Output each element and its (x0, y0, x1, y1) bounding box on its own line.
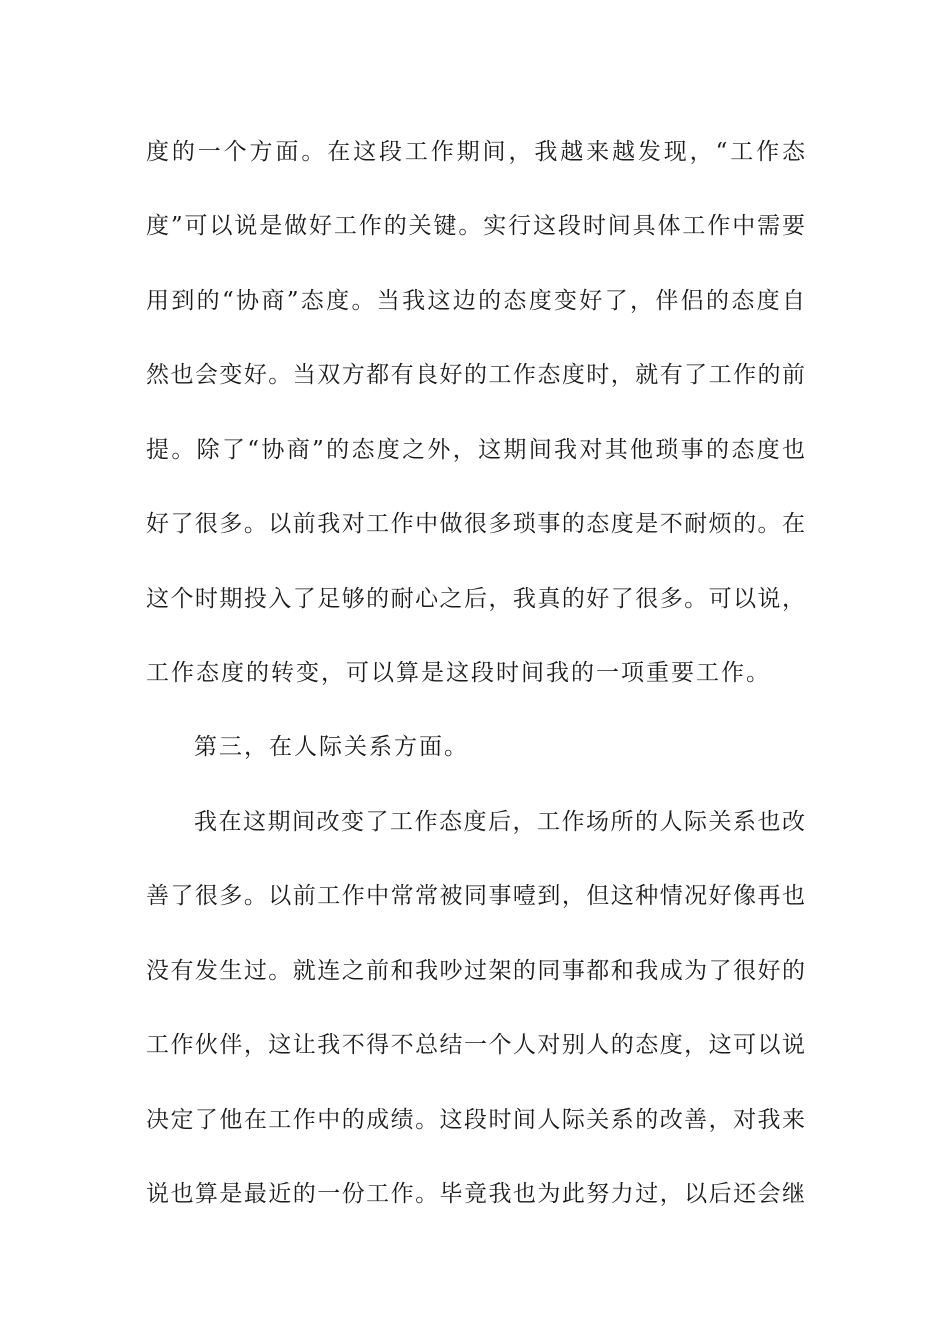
paragraph-line: 然也会变好。当双方都有良好的工作态度时，就有了工作的前 (146, 362, 806, 388)
section-heading: 第三，在人际关系方面。 (194, 734, 469, 760)
paragraph-line: 好了很多。以前我对工作中做很多琐事的态度是不耐烦的。在 (146, 511, 806, 537)
paragraph-line: 决定了他在工作中的成绩。这段时间人际关系的改善，对我来 (146, 1107, 806, 1133)
paragraph-line: 用到的“协商”态度。当我这边的态度变好了，伴侣的态度自 (146, 288, 806, 314)
paragraph-line: 工作伙伴，这让我不得不总结一个人对别人的态度，这可以说 (146, 1032, 806, 1058)
paragraph-line: 我在这期间改变了工作态度后，工作场所的人际关系也改 (194, 809, 806, 835)
paragraph-line: 说也算是最近的一份工作。毕竟我也为此努力过，以后还会继 (146, 1181, 806, 1207)
paragraph-line: 没有发生过。就连之前和我吵过架的同事都和我成为了很好的 (146, 958, 806, 984)
paragraph-line: 提。除了“协商”的态度之外，这期间我对其他琐事的态度也 (146, 437, 806, 463)
paragraph-line: 工作态度的转变，可以算是这段时间我的一项重要工作。 (146, 660, 771, 686)
paragraph-line: 善了很多。以前工作中常常被同事噎到，但这种情况好像再也 (146, 883, 806, 909)
paragraph-line: 度”可以说是做好工作的关键。实行这段时间具体工作中需要 (146, 213, 806, 239)
paragraph-line: 这个时期投入了足够的耐心之后，我真的好了很多。可以说， (146, 586, 806, 612)
paragraph-line: 度的一个方面。在这段工作期间，我越来越发现，“工作态 (146, 139, 806, 165)
